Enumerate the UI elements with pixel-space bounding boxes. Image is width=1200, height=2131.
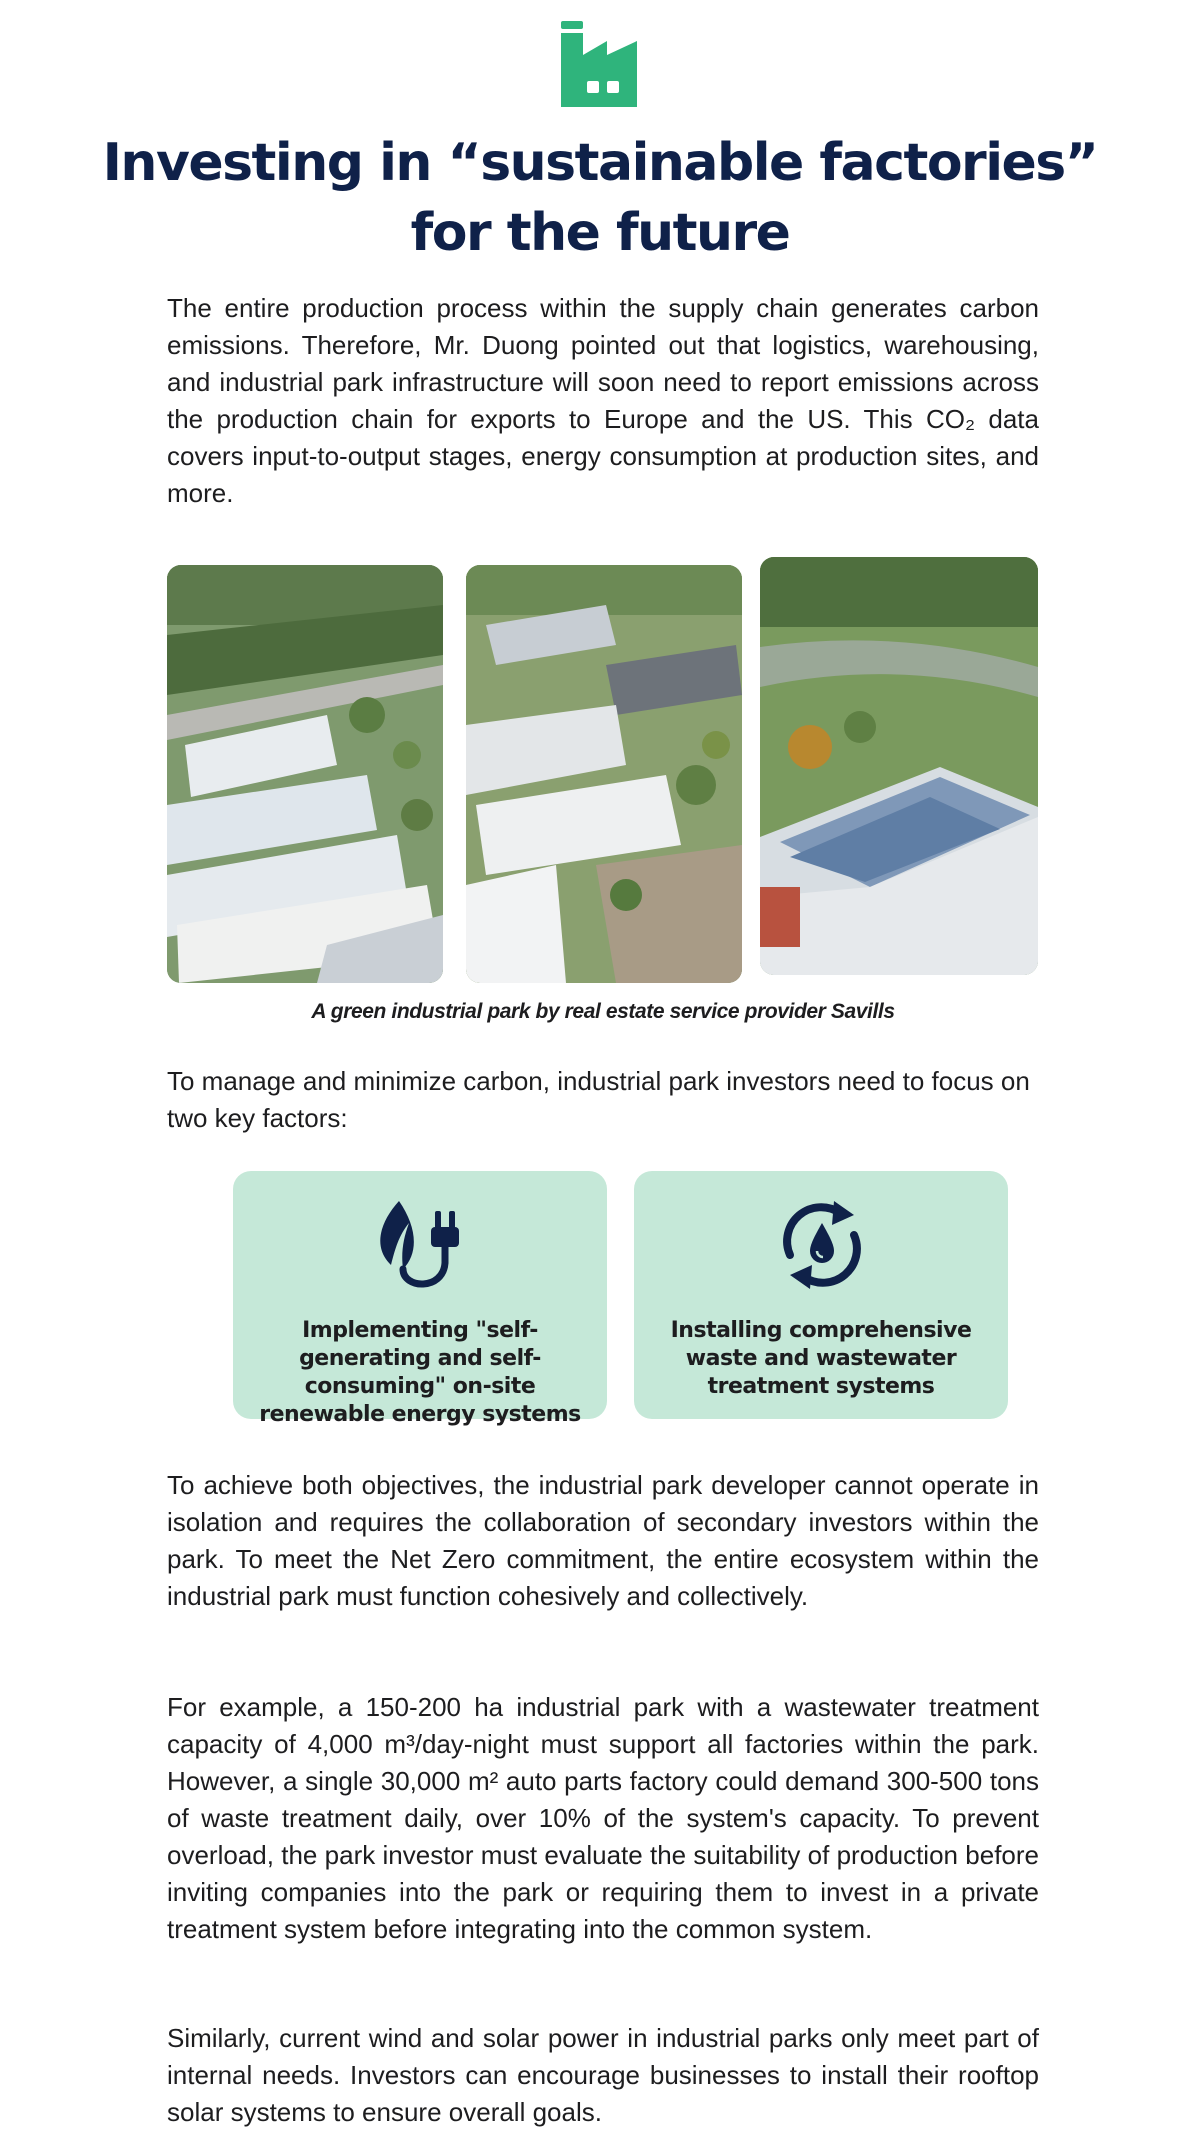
aerial-industrial-park-photo <box>167 565 443 983</box>
factory-icon <box>557 21 645 107</box>
title-line-2: for the future <box>410 203 790 263</box>
body-paragraph-collaboration: To achieve both objectives, the industrial park developer cannot operate in isolation and requires the collaboration of secondary investors within the park. To meet the Net Zero commitment, the entire ecosystem within the industrial park must function cohesively and collectively. <box>167 1470 1039 1611</box>
gallery-caption: A green industrial park by real estate service provider Savills <box>311 1000 895 1023</box>
body-paragraph-example: For example, a 150-200 ha industrial park with a wastewater treatment capacity of 4,000 m³/day-night must support all factories within the park. However, a single 30,000 m² auto parts factory could demand 300-500 tons of waste treatment daily, over 10% of the system's capacity. To prevent overload, the park investor must evaluate the suitability of production before inviting companies into the park or requiring them to invest in a private treatment system before integrating into the common system. <box>167 1692 1039 1944</box>
title-line-1: Investing in “sustainable factories” <box>102 133 1098 193</box>
body-paragraph-solar: Similarly, current wind and solar power in industrial parks only meet part of internal needs. Investors can encourage businesses to install their rooftop solar systems to ensure overall goals. <box>167 2023 1039 2127</box>
aerial-factory-rooftops-photo <box>466 565 742 983</box>
intro-paragraph: The entire production process within the supply chain generates carbon emissions. Therefore, Mr. Duong pointed out that logistics, warehousing, and industrial park infrastructure will soon need to report emissions across the production chain for exports to Europe and the US. This CO₂ data covers input-to-output stages, energy consumption at production sites, and more. <box>167 293 1039 508</box>
page-title <box>100 128 1100 268</box>
water-recycle-icon <box>770 1193 874 1297</box>
focus-intro-paragraph: To manage and minimize carbon, industrial park investors need to focus on two key factors: <box>167 1066 1030 1133</box>
factor-label-renewable-energy: Implementing "self-generating and self-consuming" on-site renewable energy systems <box>259 1318 581 1427</box>
leaf-plug-icon <box>369 1193 473 1297</box>
solar-rooftop-factory-photo <box>760 557 1038 975</box>
factor-label-waste-treatment: Installing comprehensive waste and wastewater treatment systems <box>670 1318 972 1399</box>
factor-card-waste-treatment <box>634 1171 1008 1419</box>
factor-card-renewable-energy <box>233 1171 607 1427</box>
